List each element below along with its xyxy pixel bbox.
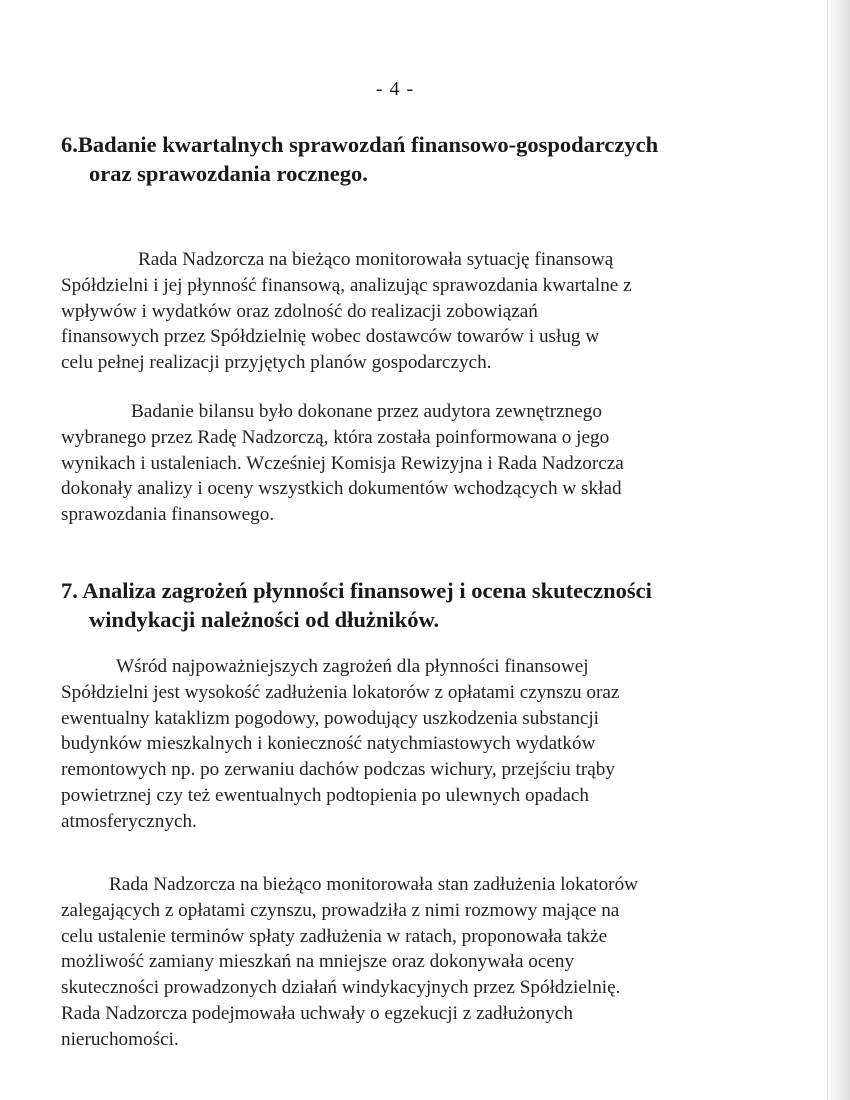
paragraph-line: celu ustalenie terminów spłaty zadłużenia w ratach, proponowała także <box>61 925 608 947</box>
section-heading-6 <box>61 130 761 188</box>
paragraph-line: zalegających z opłatami czynszu, prowadziła z nimi rozmowy mające na <box>61 899 620 921</box>
section-heading-line: 6.Badanie kwartalnych sprawozdań finansowo-gospodarczych <box>61 132 659 157</box>
paragraph-line: powietrznej czy też ewentualnych podtopienia po ulewnych opadach <box>61 784 589 806</box>
paragraph-line: Badanie bilansu było dokonane przez audytora zewnętrznego <box>131 401 602 422</box>
paragraph-line: Rada Nadzorcza na bieżąco monitorowała sytuację finansową <box>138 249 614 270</box>
paragraph-line: atmosferycznych. <box>61 810 197 832</box>
paragraph-line: wpływów i wydatków oraz zdolność do realizacji zobowiązań <box>61 300 538 322</box>
page-number: - 4 - <box>375 78 415 100</box>
scan-edge-line <box>827 0 828 1100</box>
paragraph-line: Spółdzielni jest wysokość zadłużenia lokatorów z opłatami czynszu oraz <box>61 681 620 703</box>
paragraph-balance-audit <box>61 399 741 528</box>
paragraph-line: wybranego przez Radę Nadzorczą, która została poinformowana o jego <box>61 426 610 448</box>
paragraph-line: sprawozdania finansowego. <box>61 504 275 526</box>
section-heading-line: oraz sprawozdania rocznego. <box>89 161 368 186</box>
paragraph-line: Spółdzielni i jej płynność finansową, analizując sprawozdania kwartalne z <box>61 274 632 296</box>
paragraph-line: celu pełnej realizacji przyjętych planów gospodarczych. <box>61 352 492 374</box>
paragraph-debt-collection <box>61 872 741 1053</box>
paragraph-liquidity-monitoring <box>61 247 741 376</box>
section-heading-line: 7. Analiza zagrożeń płynności finansowej i ocena skuteczności <box>61 578 652 603</box>
paragraph-line: nieruchomości. <box>61 1028 179 1050</box>
paragraph-line: finansowych przez Spółdzielnię wobec dostawców towarów i usług w <box>61 326 600 348</box>
paragraph-line: budynków mieszkalnych i konieczność natychmiastowych wydatków <box>61 733 596 755</box>
section-heading-line: windykacji należności od dłużników. <box>89 607 440 632</box>
paragraph-line: Wśród najpoważniejszych zagrożeń dla płynności finansowej <box>116 656 589 677</box>
paragraph-line: remontowych np. po zerwaniu dachów podczas wichury, przejściu trąby <box>61 759 615 781</box>
paragraph-line: Rada Nadzorcza na bieżąco monitorowała stan zadłużenia lokatorów <box>109 874 639 895</box>
paragraph-line: możliwość zamiany mieszkań na mniejsze oraz dokonywała oceny <box>61 951 575 973</box>
paragraph-line: Rada Nadzorcza podejmowała uchwały o egzekucji z zadłużonych <box>61 1002 573 1024</box>
paragraph-liquidity-threats <box>61 654 741 835</box>
paragraph-line: skuteczności prowadzonych działań windykacyjnych przez Spółdzielnię. <box>61 977 621 999</box>
paragraph-line: ewentualny kataklizm pogodowy, powodujący uszkodzenia substancji <box>61 707 599 729</box>
paragraph-line: wynikach i ustaleniach. Wcześniej Komisja Rewizyjna i Rada Nadzorcza <box>61 452 624 474</box>
paragraph-line: dokonały analizy i oceny wszystkich dokumentów wchodzących w skład <box>61 478 622 500</box>
section-heading-7 <box>61 576 761 634</box>
